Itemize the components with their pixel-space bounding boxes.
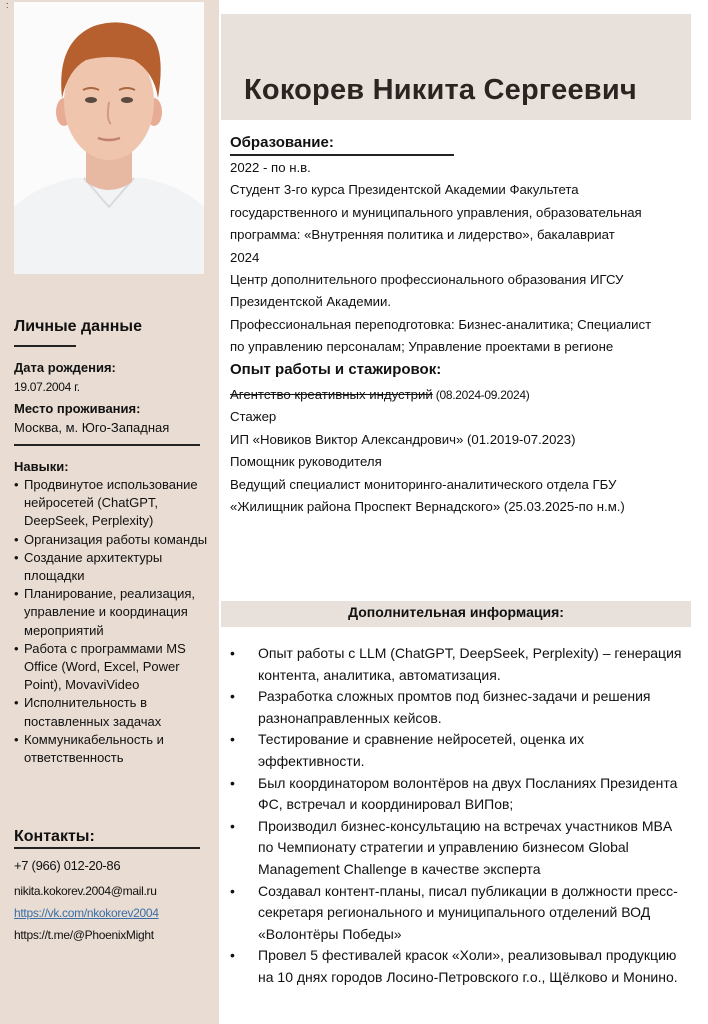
- experience-line: [230, 384, 625, 406]
- residence-label: Место проживания:: [14, 401, 141, 416]
- personal-divider: [14, 345, 76, 347]
- skills-heading: Навыки:: [14, 459, 69, 474]
- skill-item: • Планирование, реализация, управление и координация мероприятий: [14, 585, 214, 640]
- education-line: 2024: [230, 249, 260, 265]
- additional-item: • Был координатором волонтёров на двух Посланиях Президента ФС, встречал и координировал ВИПов;: [230, 773, 690, 816]
- education-block: [230, 157, 651, 359]
- portrait-image: [14, 2, 204, 274]
- birth-label: Дата рождения:: [14, 360, 116, 375]
- profile-photo: [14, 2, 204, 274]
- education-line: по управлению персоналам; Управление проектами в регионе: [230, 339, 614, 355]
- skill-item: • Организация работы команды: [14, 531, 214, 549]
- agency-dates: (08.2024-09.2024): [432, 388, 530, 402]
- birth-value: 19.07.2004 г.: [14, 380, 80, 394]
- skill-item: • Исполнительность в поставленных задачах: [14, 694, 214, 730]
- page-title: Кокорев Никита Сергеевич: [244, 74, 637, 106]
- skill-item: • Работа с программами MS Office (Word, Excel, Power Point), MovaviVideo: [14, 640, 214, 695]
- experience-line: Стажер: [230, 409, 277, 425]
- education-heading: Образование:: [230, 134, 334, 151]
- vk-link[interactable]: https://vk.com/nkokorev2004: [14, 906, 159, 920]
- education-line: Центр дополнительного профессионального образования ИГСУ: [230, 272, 624, 288]
- skill-item: • Продвинутое использование нейросетей (ChatGPT, DeepSeek, Perplexity): [14, 476, 214, 531]
- personal-heading: Личные данные: [14, 318, 142, 335]
- corner-mark: :: [6, 0, 9, 10]
- skill-item: • Создание архитектуры площадки: [14, 549, 214, 585]
- contacts-heading: Контакты:: [14, 828, 95, 845]
- skill-item: • Коммуникабельность и ответственность: [14, 731, 214, 767]
- additional-item: • Провел 5 фестивалей красок «Холи», реализовывал продукцию на 10 днях городов Лосино-Петровского г.о., Щёлково и Монино.: [230, 945, 690, 988]
- education-line: 2022 - по н.в.: [230, 160, 311, 175]
- additional-item: • Разработка сложных промтов под бизнес-задачи и решения разнонаправленных кейсов.: [230, 686, 690, 729]
- education-line: государственного и муниципального управления, образовательная: [230, 204, 642, 220]
- education-line: Президентской Академии.: [230, 294, 392, 310]
- residence-divider: [14, 444, 200, 446]
- education-line: Профессиональная переподготовка: Бизнес-аналитика; Специалист: [230, 316, 652, 332]
- experience-block: [230, 384, 625, 518]
- residence-value: Москва, м. Юго-Западная: [14, 420, 170, 435]
- experience-line: «Жилищник района Проспект Вернадского» (25.03.2025-по н.м.): [230, 499, 625, 515]
- additional-item: • Тестирование и сравнение нейросетей, оценка их эффективности.: [230, 729, 690, 772]
- experience-heading: Опыт работы и стажировок:: [230, 361, 442, 378]
- agency-name: Агентство креативных индустрий: [230, 387, 433, 402]
- contacts-divider: [14, 847, 200, 849]
- additional-list: [230, 643, 690, 989]
- additional-heading: Дополнительная информация:: [348, 604, 564, 620]
- education-divider: [230, 154, 454, 156]
- experience-line: Ведущий специалист мониторинго-аналитического отдела ГБУ: [230, 476, 617, 492]
- additional-item: • Опыт работы с LLM (ChatGPT, DeepSeek, Perplexity) – генерация контента, аналитика, автоматизация.: [230, 643, 690, 686]
- email-link[interactable]: nikita.kokorev.2004@mail.ru: [14, 884, 157, 898]
- experience-line: ИП «Новиков Виктор Александрович» (01.2019-07.2023): [230, 431, 576, 447]
- telegram-link[interactable]: https://t.me/@PhoenixMight: [14, 928, 154, 942]
- experience-line: Помощник руководителя: [230, 454, 382, 470]
- additional-item: • Производил бизнес-консультацию на встречах участников MBA по Чемпионату стратегии и управлению бизнесом Global Management Challenge в качестве эксперта: [230, 816, 690, 881]
- phone-number[interactable]: +7 (966) 012-20-86: [14, 858, 121, 873]
- skills-list: [14, 476, 214, 767]
- education-line: программа: «Внутренняя политика и лидерство», бакалавриат: [230, 227, 615, 243]
- additional-item: • Создавал контент-планы, писал публикации в должности пресс-секретаря регионального и муниципального отделений ВОД «Волонтёры Победы»: [230, 881, 690, 946]
- education-line: Студент 3-го курса Президентской Академии Факультета: [230, 182, 579, 198]
